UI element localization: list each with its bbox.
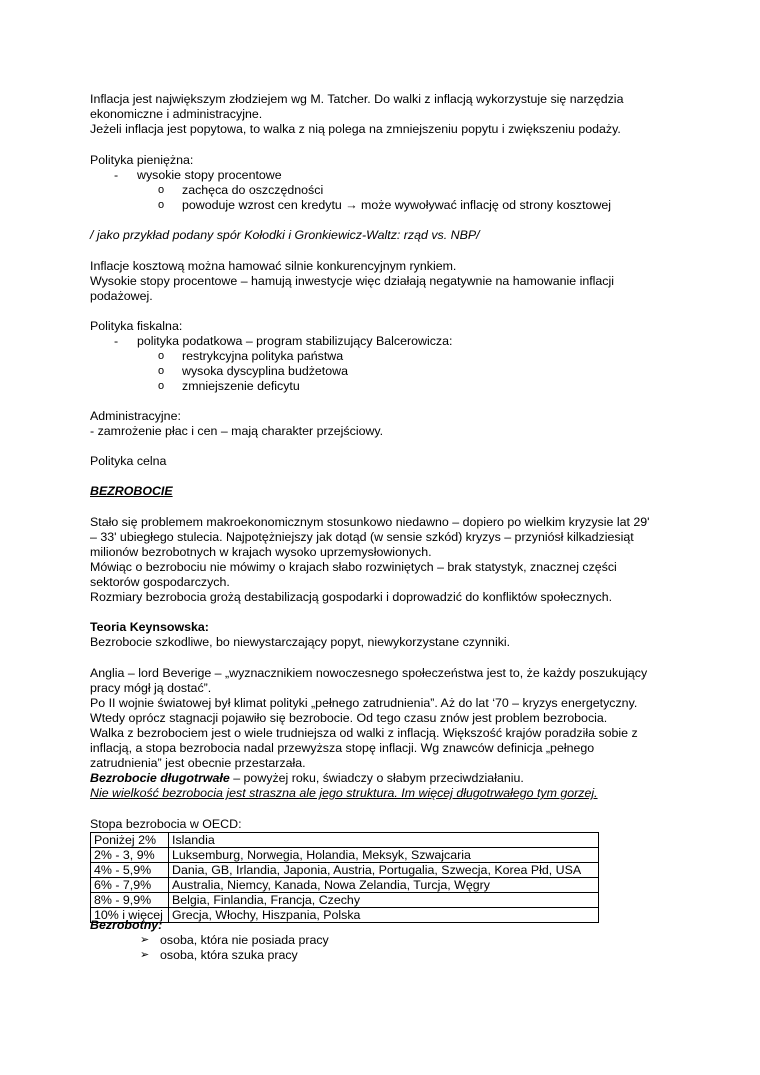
admin-heading: Administracyjne: [90, 409, 181, 423]
unemployment-p2-line-1: Mówiąc o bezrobociu nie mówimy o krajach słabo rozwiniętych – brak statystyk, znacznej części [90, 560, 617, 574]
unemployment-p3: Rozmiary bezrobocia grożą destabilizacją gospodarki i doprowadzić do konfliktów społecznych. [90, 590, 613, 604]
monetary-sub-1-text: zachęca do oszczędności [182, 183, 324, 197]
cost-line-3: podażowej. [90, 289, 153, 303]
dash-bullet: - [114, 334, 119, 348]
fiscal-item [90, 334, 690, 350]
fiscal-sub-2 [90, 364, 690, 380]
monetary-item-text: wysokie stopy procentowe [137, 168, 282, 182]
beveridge-line-4: Wtedy oprócz stagnacji pojawiło się bezrobocie. Od tego czasu znów jest problem bezrobocia. [90, 711, 608, 725]
unemployed-item-2 [90, 948, 690, 964]
circle-bullet-icon: o [158, 350, 165, 362]
fiscal-sub-3 [90, 379, 690, 395]
admin-line: - zamrożenie płac i cen – mają charakter przejściowy. [90, 424, 384, 438]
table-cell-countries: Dania, GB, Irlandia, Japonia, Austria, Portugalia, Szwecja, Korea Płd, USA [169, 863, 599, 878]
fiscal-sub-1 [90, 349, 690, 365]
circle-bullet-icon: o [158, 380, 165, 392]
beveridge-line-2: pracy mógł ją dostać”. [90, 681, 212, 695]
section-title-unemployment: BEZROBOCIE [90, 484, 173, 498]
intro-line-2: ekonomiczne i administracyjne. [90, 107, 263, 121]
beveridge-line-6: inflacją, a stopa bezrobocia nadal przewyższa stopę inflacji. Wg znawców definicja „pełnego [90, 741, 595, 755]
table-row [91, 833, 599, 848]
oecd-table [90, 832, 599, 923]
unemployed-item-2-text: osoba, która szuka pracy [160, 948, 298, 962]
unemployment-p1-line-2: – 33' ubiegłego stulecia. Najpotężniejszy jak dotąd (w sensie szkód) kryzys – przyniósł kilkadziesiąt [90, 530, 634, 544]
table-row [91, 863, 599, 878]
fiscal-heading: Polityka fiskalna: [90, 319, 183, 333]
table-cell-countries: Australia, Niemcy, Kanada, Nowa Zelandia, Turcja, Węgry [169, 878, 599, 893]
keynes-heading: Teoria Keynsowska: [90, 620, 209, 634]
unemployment-p1-line-1: Stało się problemem makroekonomicznym stosunkowo niedawno – dopiero po wielkim kryzysie lat 29' [90, 515, 650, 529]
monetary-item [90, 168, 690, 184]
arrow-bullet-icon: ➢ [140, 949, 150, 961]
fiscal-sub-3-text: zmniejszenie deficytu [182, 379, 300, 393]
table-cell-range: 2% - 3, 9% [91, 848, 169, 863]
table-cell-range: 10% i więcej [91, 908, 169, 923]
monetary-sub-2 [90, 198, 690, 214]
monetary-sub-2-text: powoduje wzrost cen kredytu → może wywoływać inflację od strony kosztowej [182, 198, 612, 212]
table-row [91, 878, 599, 893]
table-cell-countries: Belgia, Finlandia, Francja, Czechy [169, 893, 599, 908]
example-note: / jako przykład podany spór Kołodki i Gronkiewicz-Waltz: rząd vs. NBP/ [90, 228, 480, 242]
beveridge-line-7: zatrudnienia” jest obecnie przestarzała. [90, 756, 306, 770]
keynes-line: Bezrobocie szkodliwe, bo niewystarczający popyt, niewykorzystane czynniki. [90, 635, 511, 649]
long-term-unemployment [90, 771, 524, 786]
unemployment-p1-line-3: milionów bezrobotnych w krajach wysoko uprzemysłowionych. [90, 545, 432, 559]
cost-line-2: Wysokie stopy procentowe – hamują inwestycje więc działają negatywnie na hamowanie inflacji [90, 274, 615, 288]
circle-bullet-icon: o [158, 199, 165, 211]
unemployed-heading: Bezrobotny: [90, 918, 163, 932]
table-cell-range: Poniżej 2% [91, 833, 169, 848]
oecd-caption: Stopa bezrobocia w OECD: [90, 817, 242, 831]
unemployment-p2-line-2: sektorów gospodarczych. [90, 575, 230, 589]
table-cell-countries: Islandia [169, 833, 599, 848]
intro-line-1: Inflacja jest największym złodziejem wg M. Tatcher. Do walki z inflacją wykorzystuje się narzędzia [90, 92, 624, 106]
fiscal-sub-1-text: restrykcyjna polityka państwa [182, 349, 344, 363]
long-term-label: Bezrobocie długotrwałe [90, 771, 230, 785]
cost-line-1: Inflacje kosztową można hamować silnie konkurencyjnym rynkiem. [90, 259, 457, 273]
fiscal-sub-2-text: wysoka dyscyplina budżetowa [182, 364, 348, 378]
monetary-sub-1 [90, 183, 690, 199]
long-term-rest: – powyżej roku, świadczy o słabym przeciwdziałaniu. [229, 771, 524, 785]
table-row [91, 848, 599, 863]
intro-line-3: Jeżeli inflacja jest popytowa, to walka z nią polega na zmniejszeniu popytu i zwiększeniu podaży. [90, 122, 621, 136]
table-cell-range: 8% - 9,9% [91, 893, 169, 908]
beveridge-line-3: Po II wojnie światowej był klimat polityki „pełnego zatrudnienia”. Aż do lat ‘70 – kryzys energetyczny. [90, 696, 638, 710]
unemployed-item-1-text: osoba, która nie posiada pracy [160, 933, 329, 947]
table-cell-countries: Luksemburg, Norwegia, Holandia, Meksyk, Szwajcaria [169, 848, 599, 863]
table-cell-countries: Grecja, Włochy, Hiszpania, Polska [169, 908, 599, 923]
table-row [91, 893, 599, 908]
beveridge-line-5: Walka z bezrobociem jest o wiele trudniejsza od walki z inflacją. Większość krajów poradziła sobie z [90, 726, 638, 740]
table-cell-range: 6% - 7,9% [91, 878, 169, 893]
unemployed-item-1 [90, 933, 690, 949]
circle-bullet-icon: o [158, 365, 165, 377]
customs-policy: Polityka celna [90, 454, 167, 468]
fiscal-item-text: polityka podatkowa – program stabilizujący Balcerowicza: [137, 334, 453, 348]
dash-bullet: - [114, 168, 119, 182]
table-row [91, 908, 599, 923]
structure-emphasis: Nie wielkość bezrobocia jest straszna ale jego struktura. Im więcej długotrwałego tym gorzej. [90, 786, 598, 800]
beveridge-line-1: Anglia – lord Beverige – „wyznacznikiem nowoczesnego społeczeństwa jest to, że każdy poszukujący [90, 666, 648, 680]
monetary-heading: Polityka pieniężna: [90, 153, 194, 167]
circle-bullet-icon: o [158, 184, 165, 196]
table-cell-range: 4% - 5,9% [91, 863, 169, 878]
arrow-bullet-icon: ➢ [140, 934, 150, 946]
